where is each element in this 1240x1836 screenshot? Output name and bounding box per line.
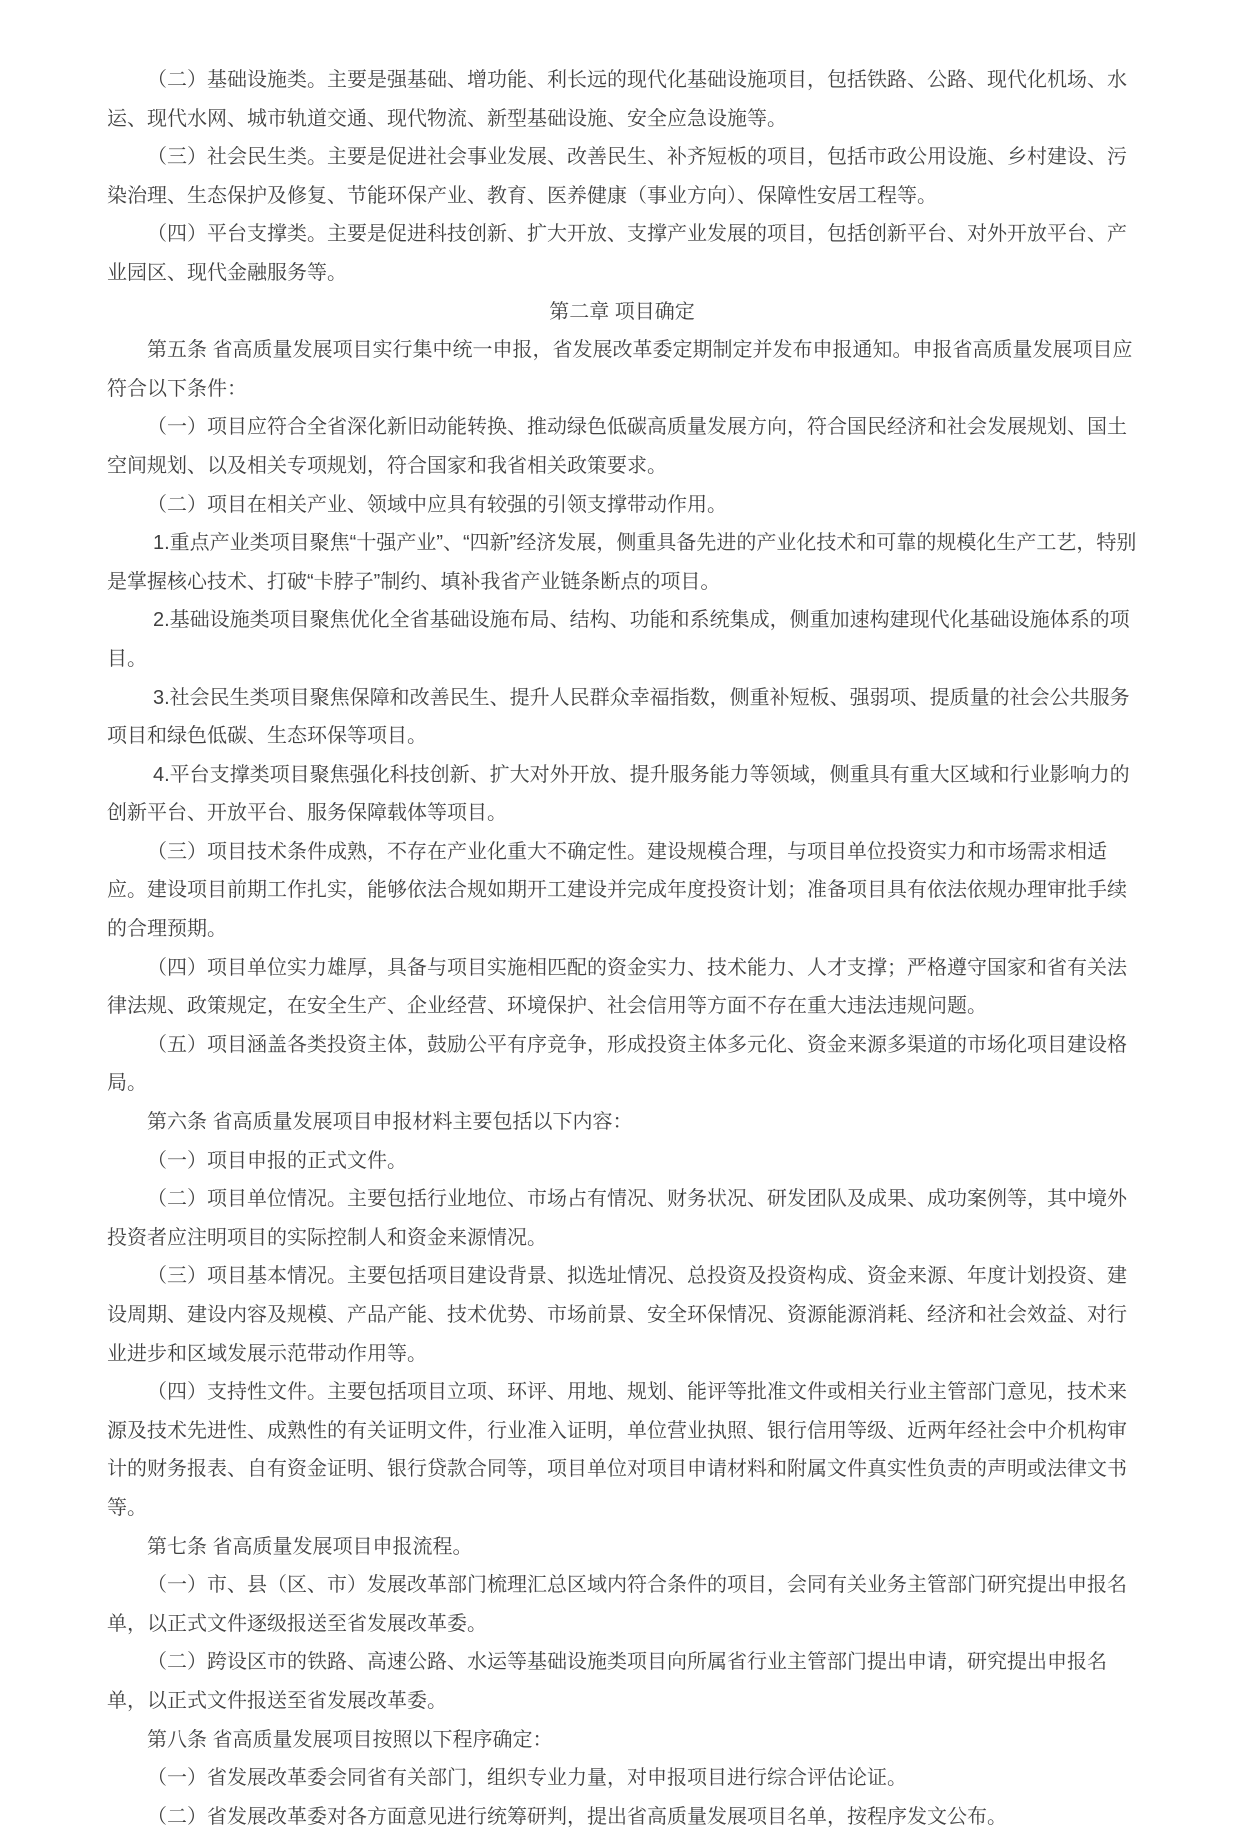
body-paragraph: （四）平台支撑类。主要是促进科技创新、扩大开放、支撑产业发展的项目，包括创新平台、对外开放平台、产业园区、现代金融服务等。 (107, 223, 1127, 284)
body-paragraph: （一）市、县（区、市）发展改革部门梳理汇总区域内符合条件的项目，会同有关业务主管部门研究提出申报名单，以正式文件逐级报送至省发展改革委。 (107, 1574, 1127, 1635)
body-paragraph: （四）项目单位实力雄厚，具备与项目实施相匹配的资金实力、技术能力、人才支撑；严格遵守国家和省有关法律法规、政策规定，在安全生产、企业经营、环境保护、社会信用等方面不存在重大违法违规问题。 (107, 956, 1127, 1018)
body-paragraph: （三）项目技术条件成熟，不存在产业化重大不确定性。建设规模合理，与项目单位投资实力和市场需求相适应。建设项目前期工作扎实，能够依法合规如期开工建设并完成年度投资计划；准备项目具有依法依规办理审批手续的合理预期。 (107, 840, 1127, 941)
body-paragraph: 2.基础设施类项目聚焦优化全省基础设施布局、结构、功能和系统集成，侧重加速构建现代化基础设施体系的项目。 (107, 609, 1130, 670)
body-paragraph: （一）项目应符合全省深化新旧动能转换、推动绿色低碳高质量发展方向，符合国民经济和社会发展规划、国土空间规划、以及相关专项规划，符合国家和我省相关政策要求。 (107, 416, 1127, 477)
document-content (107, 61, 1137, 1836)
body-paragraph: （五）项目涵盖各类投资主体，鼓励公平有序竞争，形成投资主体多元化、资金来源多渠道的市场化项目建设格局。 (107, 1033, 1127, 1095)
body-paragraph: 第八条 省高质量发展项目按照以下程序确定： (147, 1728, 553, 1751)
body-paragraph: （二）项目单位情况。主要包括行业地位、市场占有情况、财务状况、研发团队及成果、成功案例等，其中境外投资者应注明项目的实际控制人和资金来源情况。 (107, 1188, 1127, 1249)
body-paragraph: 第五条 省高质量发展项目实行集中统一申报，省发展改革委定期制定并发布申报通知。申报省高质量发展项目应符合以下条件： (107, 339, 1133, 400)
body-paragraph: （三）社会民生类。主要是促进社会事业发展、改善民生、补齐短板的项目，包括市政公用设施、乡村建设、污染治理、生态保护及修复、节能环保产业、教育、医养健康（事业方向）、保障性安居工程等。 (107, 146, 1127, 207)
body-paragraph: （二）省发展改革委对各方面意见进行统筹研判，提出省高质量发展项目名单，按程序发文公布。 (147, 1805, 1007, 1828)
body-paragraph: （二）跨设区市的铁路、高速公路、水运等基础设施类项目向所属省行业主管部门提出申请，研究提出申报名单，以正式文件报送至省发展改革委。 (107, 1651, 1107, 1712)
body-paragraph: 4.平台支撑类项目聚焦强化科技创新、扩大对外开放、提升服务能力等领域，侧重具有重大区域和行业影响力的创新平台、开放平台、服务保障载体等项目。 (107, 763, 1130, 825)
body-paragraph: 3.社会民生类项目聚焦保障和改善民生、提升人民群众幸福指数，侧重补短板、强弱项、提质量的社会公共服务项目和绿色低碳、生态环保等项目。 (107, 686, 1130, 748)
body-paragraph: 1.重点产业类项目聚焦“十强产业”、“四新”经济发展，侧重具备先进的产业化技术和可靠的规模化生产工艺，特别是掌握核心技术、打破“卡脖子”制约、填补我省产业链条断点的项目。 (107, 532, 1137, 593)
body-paragraph: （二）项目在相关产业、领域中应具有较强的引领支撑带动作用。 (147, 493, 727, 516)
body-paragraph: （一）项目申报的正式文件。 (147, 1149, 407, 1172)
body-paragraph: （三）项目基本情况。主要包括项目建设背景、拟选址情况、总投资及投资构成、资金来源、年度计划投资、建设周期、建设内容及规模、产品产能、技术优势、市场前景、安全环保情况、资源能源消耗、经济和社会效益、对行业进步和区域发展示范带动作用等。 (107, 1265, 1127, 1365)
body-paragraph: （二）基础设施类。主要是强基础、增功能、利长远的现代化基础设施项目，包括铁路、公路、现代化机场、水运、现代水网、城市轨道交通、现代物流、新型基础设施、安全应急设施等。 (107, 69, 1127, 130)
body-paragraph: 第七条 省高质量发展项目申报流程。 (147, 1535, 473, 1558)
body-paragraph: 第六条 省高质量发展项目申报材料主要包括以下内容： (147, 1111, 633, 1134)
body-paragraph: （四）支持性文件。主要包括项目立项、环评、用地、规划、能评等批准文件或相关行业主管部门意见，技术来源及技术先进性、成熟性的有关证明文件，行业准入证明，单位营业执照、银行信用等级、近两年经社会中介机构审计的财务报表、自有资金证明、银行贷款合同等，项目单位对项目申请材料和附属文件真实性负责的声明或法律文书等。 (107, 1381, 1127, 1519)
chapter-heading: 第二章 项目确定 (549, 300, 695, 323)
body-paragraph: （一）省发展改革委会同省有关部门，组织专业力量，对申报项目进行综合评估论证。 (147, 1767, 907, 1790)
